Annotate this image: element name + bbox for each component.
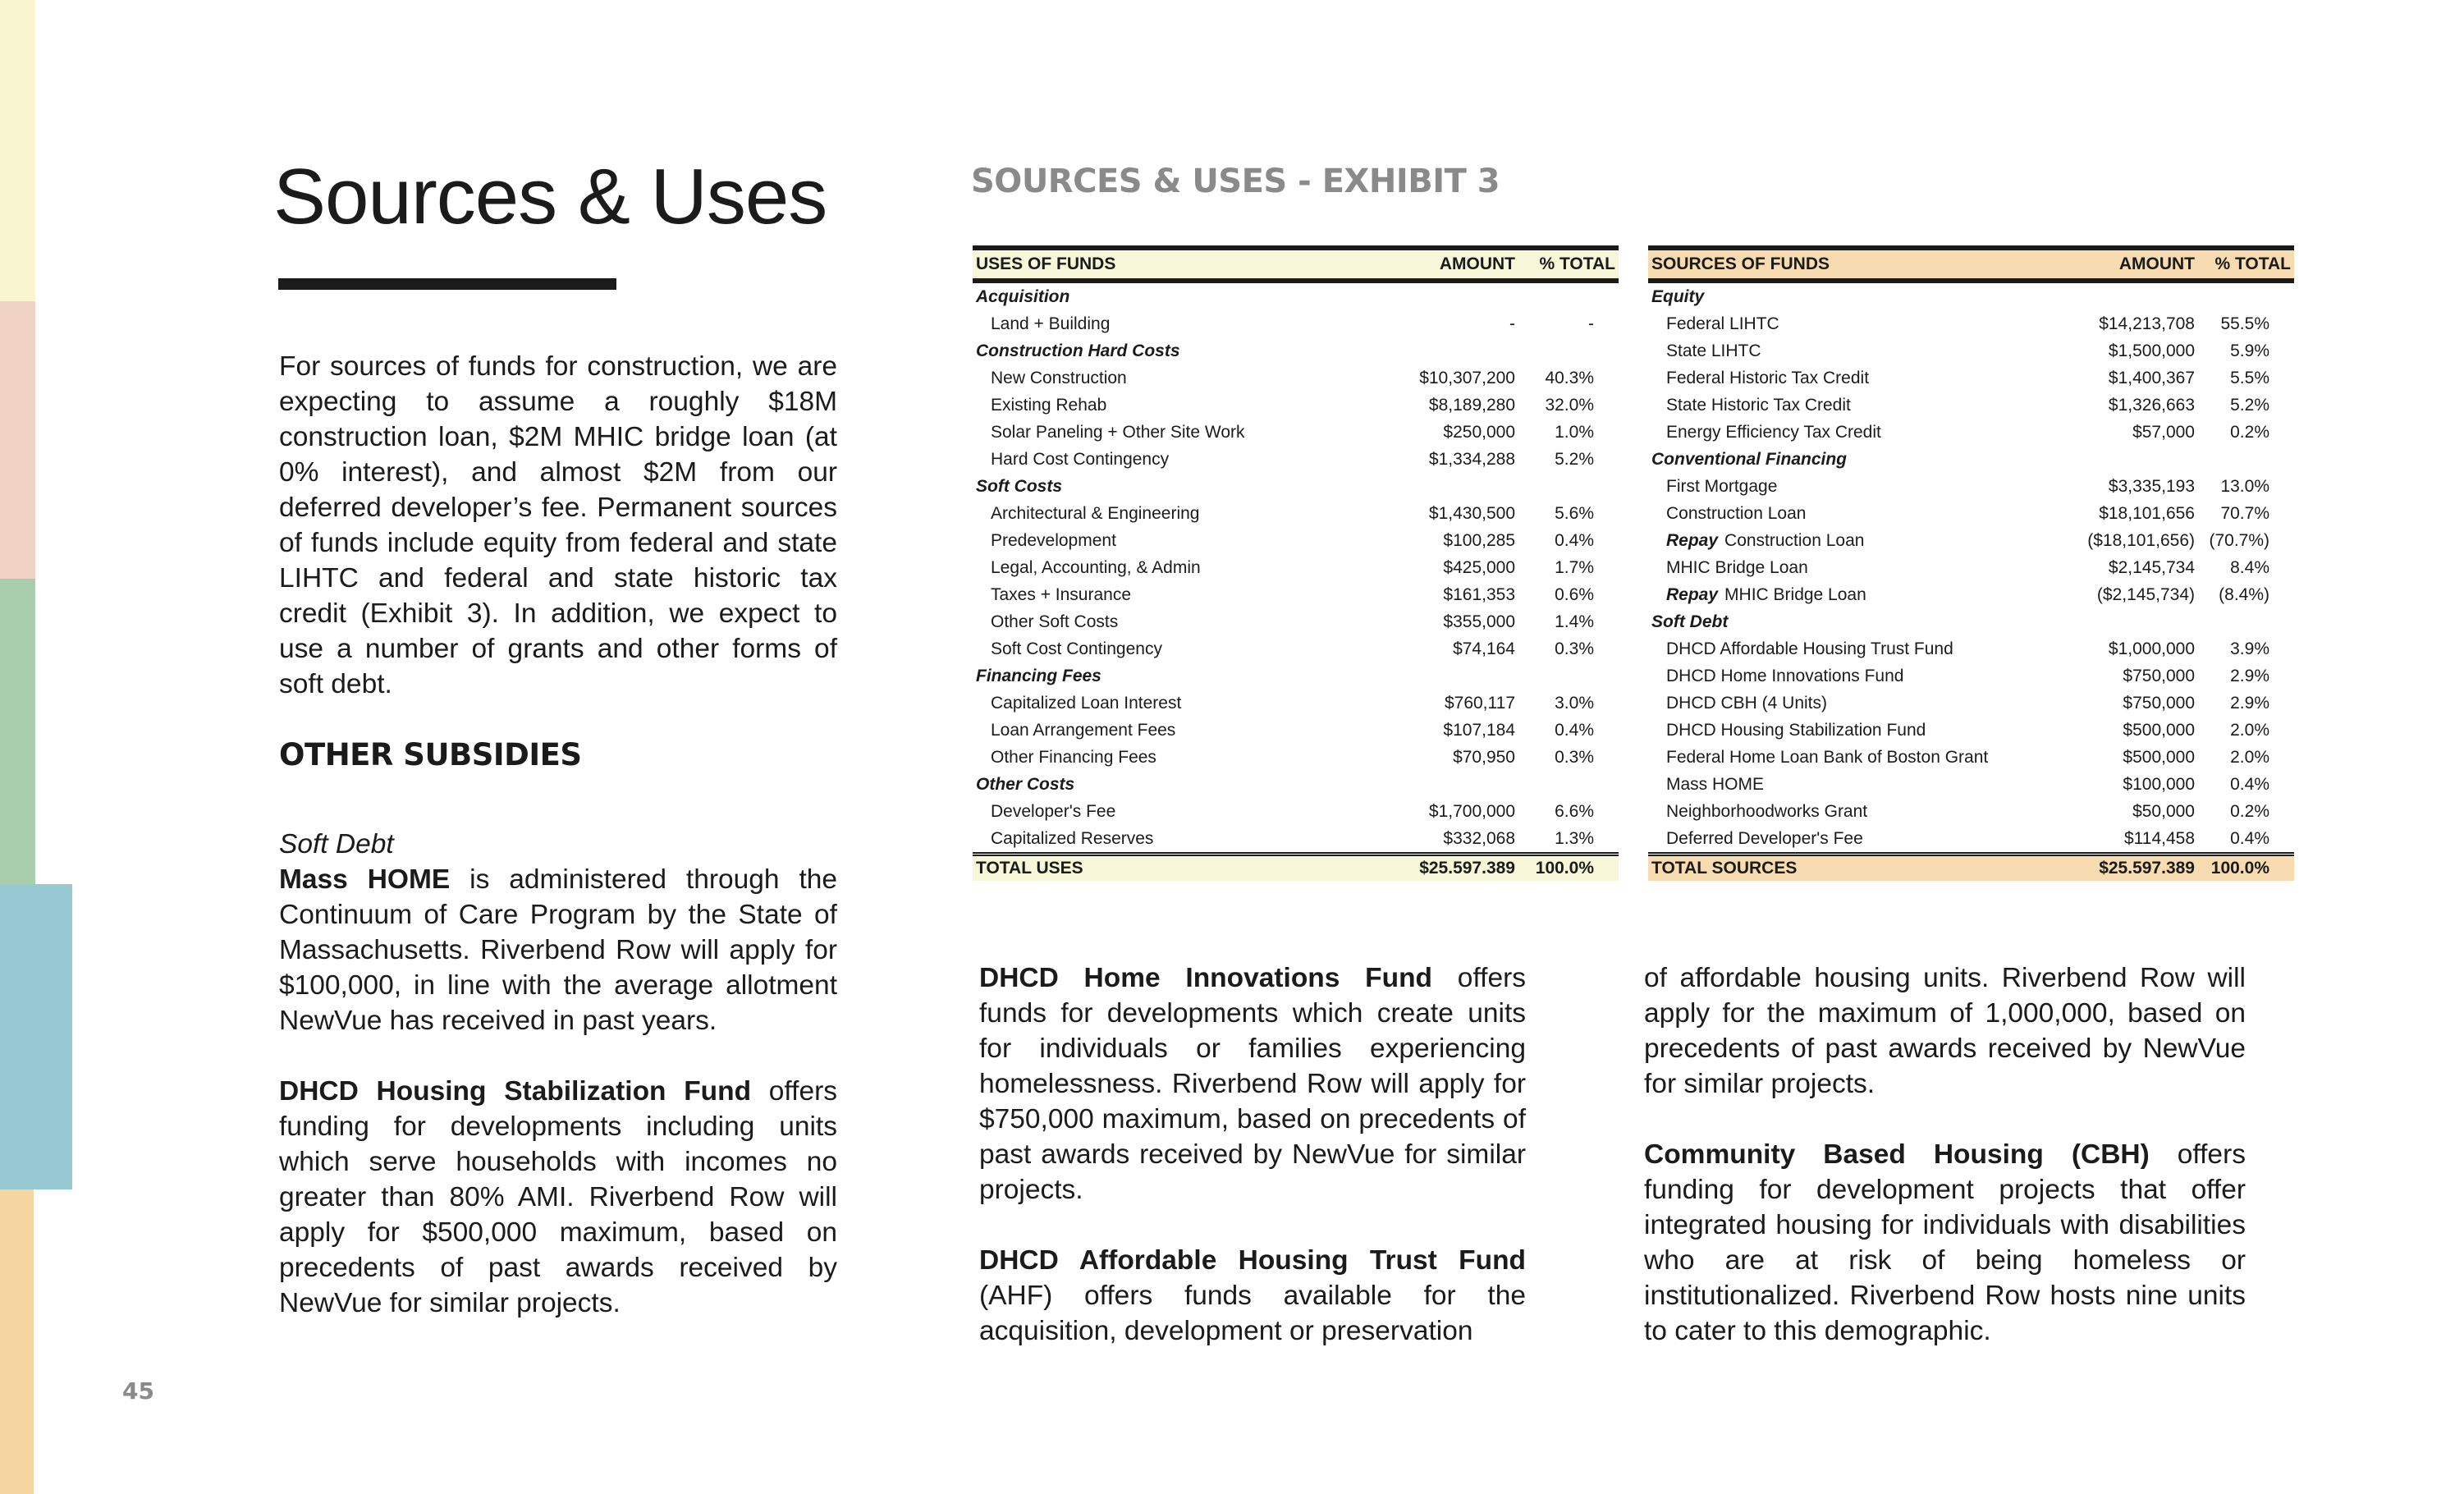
row-label-cell	[1648, 798, 2059, 825]
subsidy-description: offers funding for development projects that offer integrated housing for individuals with disabilities who are at risk of being homeless or institutionalized. Riverbend Row hosts nine units to cater to this demographic.	[1644, 1139, 2246, 1346]
row-label-cell	[973, 446, 1383, 473]
row-pct: 8.4%	[2230, 557, 2269, 577]
subsidy-name: DHCD Affordable Housing Trust Fund	[979, 1245, 1526, 1276]
row-label: Developer's Fee	[991, 801, 1116, 821]
uses-table-row	[973, 717, 1619, 744]
row-label-cell	[973, 717, 1383, 744]
sources-table-row	[1648, 662, 2294, 690]
row-label: Other Soft Costs	[991, 612, 1119, 631]
row-label: DHCD CBH (4 Units)	[1666, 693, 1828, 713]
row-pct: 13.0%	[2220, 476, 2269, 496]
uses-total-row	[973, 855, 1619, 882]
row-pct: 0.2%	[2230, 801, 2269, 821]
subsidy-description: offers funding for developments including units which serve households with incomes no greater than 80% AMI. Riverbend Row will apply for $500,000 maximum, based on precedents of past awards received by NewVue for similar projects.	[279, 1076, 837, 1318]
exhibit-title: SOURCES & USES - EXHIBIT 3	[971, 163, 1500, 200]
row-label-cell	[1648, 419, 2059, 446]
total-pct: 100.0%	[1518, 855, 1619, 882]
sources-table-row	[1648, 310, 2294, 337]
row-label-cell	[1648, 690, 2059, 717]
row-pct: 70.7%	[2220, 503, 2269, 523]
sources-table-row	[1648, 473, 2294, 500]
sources-table-row	[1648, 364, 2294, 392]
uses-header-amount: AMOUNT	[1383, 248, 1518, 281]
row-pct: 0.4%	[1555, 720, 1594, 740]
subsidy-paragraph-home-innovations	[979, 960, 1526, 1208]
row-pct: 5.2%	[2230, 395, 2269, 415]
uses-table-row	[973, 798, 1619, 825]
soft-debt-subheading: Soft Debt	[279, 829, 394, 859]
uses-of-funds-table	[973, 245, 1619, 881]
row-label: Taxes + Insurance	[991, 584, 1132, 604]
row-amount: $500,000	[2123, 720, 2195, 740]
row-label-cell	[1648, 364, 2059, 392]
row-amount: $100,000	[2123, 774, 2195, 794]
row-label: MHIC Bridge Loan	[1666, 557, 1808, 577]
category-label: Soft Debt	[1651, 612, 1729, 631]
subsidy-paragraph-mass-home	[279, 862, 837, 1038]
row-label: New Construction	[991, 368, 1127, 387]
row-label-cell	[973, 500, 1383, 527]
row-label: Predevelopment	[991, 530, 1116, 550]
sources-category-row	[1648, 446, 2294, 473]
row-amount: $18,101,656	[2099, 503, 2195, 523]
row-label-cell	[1648, 310, 2059, 337]
row-amount: $3,335,193	[2108, 476, 2195, 496]
uses-table-header	[973, 248, 1619, 281]
sources-total-row	[1648, 855, 2294, 882]
row-label: Land + Building	[991, 314, 1111, 333]
soft-debt-block	[279, 827, 837, 1321]
subsidy-description: offers funds for developments which create units for individuals or families experiencing homelessness. Riverbend Row will apply for $750,000 maximum, based on precedents of past awards received by NewVue for similar projects.	[979, 963, 1526, 1205]
row-label: Existing Rehab	[991, 395, 1107, 415]
row-pct: 5.6%	[1555, 503, 1594, 523]
row-pct: 0.4%	[1555, 530, 1594, 550]
row-label-cell	[1648, 500, 2059, 527]
row-label-cell	[1648, 662, 2059, 690]
subsidy-description: is administered through the Continuum of Care Program by the State of Massachusetts. Riverbend Row will apply for $100,000, in line with the average allotment NewVue has received in past years.	[279, 864, 838, 1036]
row-pct: (8.4%)	[2219, 584, 2269, 604]
row-amount: $760,117	[1444, 693, 1515, 713]
row-label-cell	[973, 527, 1383, 554]
row-label-cell	[973, 608, 1383, 635]
row-label: Soft Cost Contingency	[991, 639, 1162, 658]
row-pct: 2.0%	[2230, 747, 2269, 767]
sources-header-amount: AMOUNT	[2059, 248, 2198, 281]
row-pct: (70.7%)	[2209, 530, 2269, 550]
row-label-cell	[973, 744, 1383, 771]
row-label-cell	[973, 392, 1383, 419]
sources-header-pct: % TOTAL	[2198, 248, 2294, 281]
sources-table-row	[1648, 527, 2294, 554]
row-amount: $14,213,708	[2099, 314, 2195, 333]
total-label: TOTAL USES	[973, 855, 1383, 882]
title-underline-rule	[278, 278, 616, 290]
total-amount: $25.597.389	[2059, 855, 2198, 882]
row-label-cell	[1648, 392, 2059, 419]
row-amount: $1,334,288	[1428, 449, 1515, 469]
category-label: Conventional Financing	[1651, 449, 1848, 469]
uses-header-label: USES OF FUNDS	[973, 248, 1383, 281]
category-label: Other Costs	[976, 774, 1075, 794]
row-label-cell	[1648, 527, 2059, 554]
sidebar-stripe-yellow	[0, 0, 35, 301]
row-label: Federal Historic Tax Credit	[1666, 368, 1870, 387]
row-amount: $1,400,367	[2108, 368, 2195, 387]
row-label: DHCD Housing Stabilization Fund	[1666, 720, 1926, 740]
sources-category-row	[1648, 281, 2294, 310]
sources-table-row	[1648, 500, 2294, 527]
sources-table-row	[1648, 798, 2294, 825]
uses-table-row	[973, 635, 1619, 662]
row-label: Other Financing Fees	[991, 747, 1156, 767]
row-pct: 0.6%	[1555, 584, 1594, 604]
uses-table-row	[973, 581, 1619, 608]
row-pct: 55.5%	[2220, 314, 2269, 333]
row-label-cell	[973, 554, 1383, 581]
row-amount: $50,000	[2132, 801, 2195, 821]
row-amount: ($18,101,656)	[2087, 530, 2195, 550]
row-pct: 0.4%	[2230, 774, 2269, 794]
uses-category-row	[973, 281, 1619, 310]
row-amount: $114,458	[2123, 828, 2195, 848]
row-amount: ($2,145,734)	[2096, 584, 2195, 604]
row-label: Federal Home Loan Bank of Boston Grant	[1666, 747, 1989, 767]
row-amount: $100,285	[1443, 530, 1515, 550]
row-amount: $161,353	[1443, 584, 1515, 604]
row-amount: $2,145,734	[2108, 557, 2195, 577]
row-pct: -	[1588, 314, 1594, 333]
row-label: DHCD Home Innovations Fund	[1666, 666, 1904, 685]
sources-table-row	[1648, 581, 2294, 608]
row-label: Deferred Developer's Fee	[1666, 828, 1863, 848]
total-amount: $25.597.389	[1383, 855, 1518, 882]
row-label: DHCD Affordable Housing Trust Fund	[1666, 639, 1953, 658]
subsidy-paragraph-housing-stabilization	[279, 1074, 837, 1321]
row-label-cell	[973, 581, 1383, 608]
row-amount: $500,000	[2123, 747, 2195, 767]
row-amount: $8,189,280	[1428, 395, 1515, 415]
row-label: Energy Efficiency Tax Credit	[1666, 422, 1881, 442]
row-amount: -	[1509, 314, 1515, 333]
row-pct: 2.9%	[2230, 666, 2269, 685]
row-pct: 5.9%	[2230, 341, 2269, 360]
row-label: Construction Loan	[1666, 503, 1807, 523]
subsidy-paragraph-ahf	[979, 1243, 1526, 1349]
uses-table-row	[973, 392, 1619, 419]
uses-table-row	[973, 527, 1619, 554]
row-prefix: Repay	[1666, 530, 1719, 550]
row-prefix: Repay	[1666, 584, 1719, 604]
sources-header-label: SOURCES OF FUNDS	[1648, 248, 2059, 281]
sources-table-row	[1648, 717, 2294, 744]
row-label: Architectural & Engineering	[991, 503, 1200, 523]
uses-table-row	[973, 554, 1619, 581]
row-label-cell	[973, 690, 1383, 717]
row-amount: $1,326,663	[2108, 395, 2195, 415]
uses-table-row	[973, 690, 1619, 717]
row-label: Mass HOME	[1666, 774, 1765, 794]
row-pct: 1.0%	[1555, 422, 1594, 442]
row-label: State LIHTC	[1666, 341, 1761, 360]
row-label: Hard Cost Contingency	[991, 449, 1170, 469]
row-label: Legal, Accounting, & Admin	[991, 557, 1201, 577]
row-pct: 32.0%	[1545, 395, 1594, 415]
category-label: Soft Costs	[976, 476, 1062, 496]
sources-table-row	[1648, 337, 2294, 364]
sources-table-body	[1648, 281, 2294, 881]
row-pct: 2.0%	[2230, 720, 2269, 740]
row-label: Capitalized Reserves	[991, 828, 1154, 848]
uses-table-body	[973, 281, 1619, 881]
sources-table-row	[1648, 419, 2294, 446]
row-label-cell	[973, 798, 1383, 825]
row-pct: 5.5%	[2230, 368, 2269, 387]
row-pct: 2.9%	[2230, 693, 2269, 713]
sidebar-stripe-orange	[0, 1189, 34, 1494]
sidebar-stripe-green	[0, 579, 35, 884]
row-label: First Mortgage	[1666, 476, 1778, 496]
row-label: State Historic Tax Credit	[1666, 395, 1851, 415]
row-label-cell	[1648, 825, 2059, 855]
category-label: Financing Fees	[976, 666, 1101, 685]
total-label: TOTAL SOURCES	[1648, 855, 2059, 882]
page-title: Sources & Uses	[273, 153, 827, 241]
sources-table-row	[1648, 690, 2294, 717]
row-amount: $250,000	[1443, 422, 1515, 442]
category-label: Equity	[1651, 286, 1705, 306]
row-pct: 0.4%	[2230, 828, 2269, 848]
uses-category-row	[973, 771, 1619, 798]
page-number: 45	[122, 1377, 154, 1405]
row-pct: 0.3%	[1555, 639, 1594, 658]
sources-table-row	[1648, 635, 2294, 662]
category-label: Construction Hard Costs	[976, 341, 1180, 360]
row-amount: $1,700,000	[1428, 801, 1515, 821]
uses-table-row	[973, 364, 1619, 392]
row-label-cell	[1648, 635, 2059, 662]
total-pct: 100.0%	[2198, 855, 2294, 882]
row-amount: $750,000	[2123, 666, 2195, 685]
row-label-cell	[973, 419, 1383, 446]
row-pct: 0.3%	[1555, 747, 1594, 767]
row-amount: $332,068	[1443, 828, 1515, 848]
uses-table-row	[973, 825, 1619, 855]
uses-category-row	[973, 337, 1619, 364]
row-label-cell	[1648, 554, 2059, 581]
row-label-cell	[1648, 744, 2059, 771]
row-label: Loan Arrangement Fees	[991, 720, 1176, 740]
row-pct: 1.4%	[1555, 612, 1594, 631]
row-pct: 3.9%	[2230, 639, 2269, 658]
sources-category-row	[1648, 608, 2294, 635]
row-amount: $1,500,000	[2108, 341, 2195, 360]
subsidy-paragraph-ahf-continued: of affordable housing units. Riverbend Row will apply for the maximum of 1,000,000, based on precedents of past awards received by NewVue for similar projects.	[1644, 963, 2246, 1099]
row-amount: $70,950	[1453, 747, 1515, 767]
uses-category-row	[973, 662, 1619, 690]
subsidy-name: DHCD Home Innovations Fund	[979, 963, 1433, 993]
intro-paragraph: For sources of funds for construction, we are expecting to assume a roughly $18M construction loan, $2M MHIC bridge loan (at 0% interest), and almost $2M from our deferred developer’s fee. Permanent sources of funds include equity from federal and state LIHTC and federal and state historic tax credit (Exhibit 3). In addition, we expect to use a number of grants and other forms of soft debt.	[279, 351, 837, 699]
row-pct: 1.3%	[1555, 828, 1594, 848]
row-amount: $750,000	[2123, 693, 2195, 713]
row-label-cell	[973, 364, 1383, 392]
row-pct: 5.2%	[1555, 449, 1594, 469]
row-label-cell	[1648, 337, 2059, 364]
row-amount: $355,000	[1443, 612, 1515, 631]
row-label-cell	[1648, 717, 2059, 744]
row-amount: $1,000,000	[2108, 639, 2195, 658]
uses-category-row	[973, 473, 1619, 500]
uses-table-row	[973, 310, 1619, 337]
row-pct: 3.0%	[1555, 693, 1594, 713]
row-label: Neighborhoodworks Grant	[1666, 801, 1868, 821]
category-label: Acquisition	[976, 286, 1070, 306]
sources-table-row	[1648, 771, 2294, 798]
row-pct: 6.6%	[1555, 801, 1594, 821]
right-text-column	[1644, 960, 2246, 1349]
row-pct: 0.2%	[2230, 422, 2269, 442]
middle-text-column	[979, 960, 1526, 1349]
uses-table-row	[973, 500, 1619, 527]
sources-table-row	[1648, 392, 2294, 419]
row-label: Solar Paneling + Other Site Work	[991, 422, 1245, 442]
row-pct: 1.7%	[1555, 557, 1594, 577]
row-pct: 40.3%	[1545, 368, 1594, 387]
sources-table-row	[1648, 744, 2294, 771]
uses-header-pct: % TOTAL	[1518, 248, 1619, 281]
row-label-cell	[1648, 581, 2059, 608]
row-amount: $10,307,200	[1419, 368, 1515, 387]
row-label: Federal LIHTC	[1666, 314, 1779, 333]
row-label-cell	[1648, 473, 2059, 500]
row-label: Capitalized Loan Interest	[991, 693, 1182, 713]
row-amount: $425,000	[1443, 557, 1515, 577]
subsidy-name: DHCD Housing Stabilization Fund	[279, 1076, 752, 1107]
row-amount: $107,184	[1443, 720, 1515, 740]
sidebar-stripe-pink	[0, 301, 35, 579]
uses-table-row	[973, 744, 1619, 771]
row-label-cell	[973, 825, 1383, 855]
subsidy-name: Community Based Housing (CBH)	[1644, 1139, 2150, 1170]
row-amount: $1,430,500	[1428, 503, 1515, 523]
uses-table-row	[973, 419, 1619, 446]
sources-table-row	[1648, 825, 2294, 855]
sources-table-row	[1648, 554, 2294, 581]
row-label-cell	[1648, 771, 2059, 798]
sidebar-stripe-blue	[0, 884, 72, 1189]
row-amount: $57,000	[2132, 422, 2195, 442]
row-label: Construction Loan	[1724, 530, 1865, 550]
sources-table-header	[1648, 248, 2294, 281]
subsidy-paragraph-cbh	[1644, 1137, 2246, 1349]
subsidy-description: (AHF) offers funds available for the acquisition, development or preservation	[979, 1281, 1526, 1346]
row-label: MHIC Bridge Loan	[1724, 584, 1866, 604]
row-label-cell	[973, 635, 1383, 662]
uses-table-row	[973, 608, 1619, 635]
row-amount: $74,164	[1453, 639, 1515, 658]
other-subsidies-heading: OTHER SUBSIDIES	[279, 737, 582, 772]
sources-of-funds-table	[1648, 245, 2294, 881]
row-label-cell	[973, 310, 1383, 337]
uses-table-row	[973, 446, 1619, 473]
subsidy-name: Mass HOME	[279, 864, 451, 895]
